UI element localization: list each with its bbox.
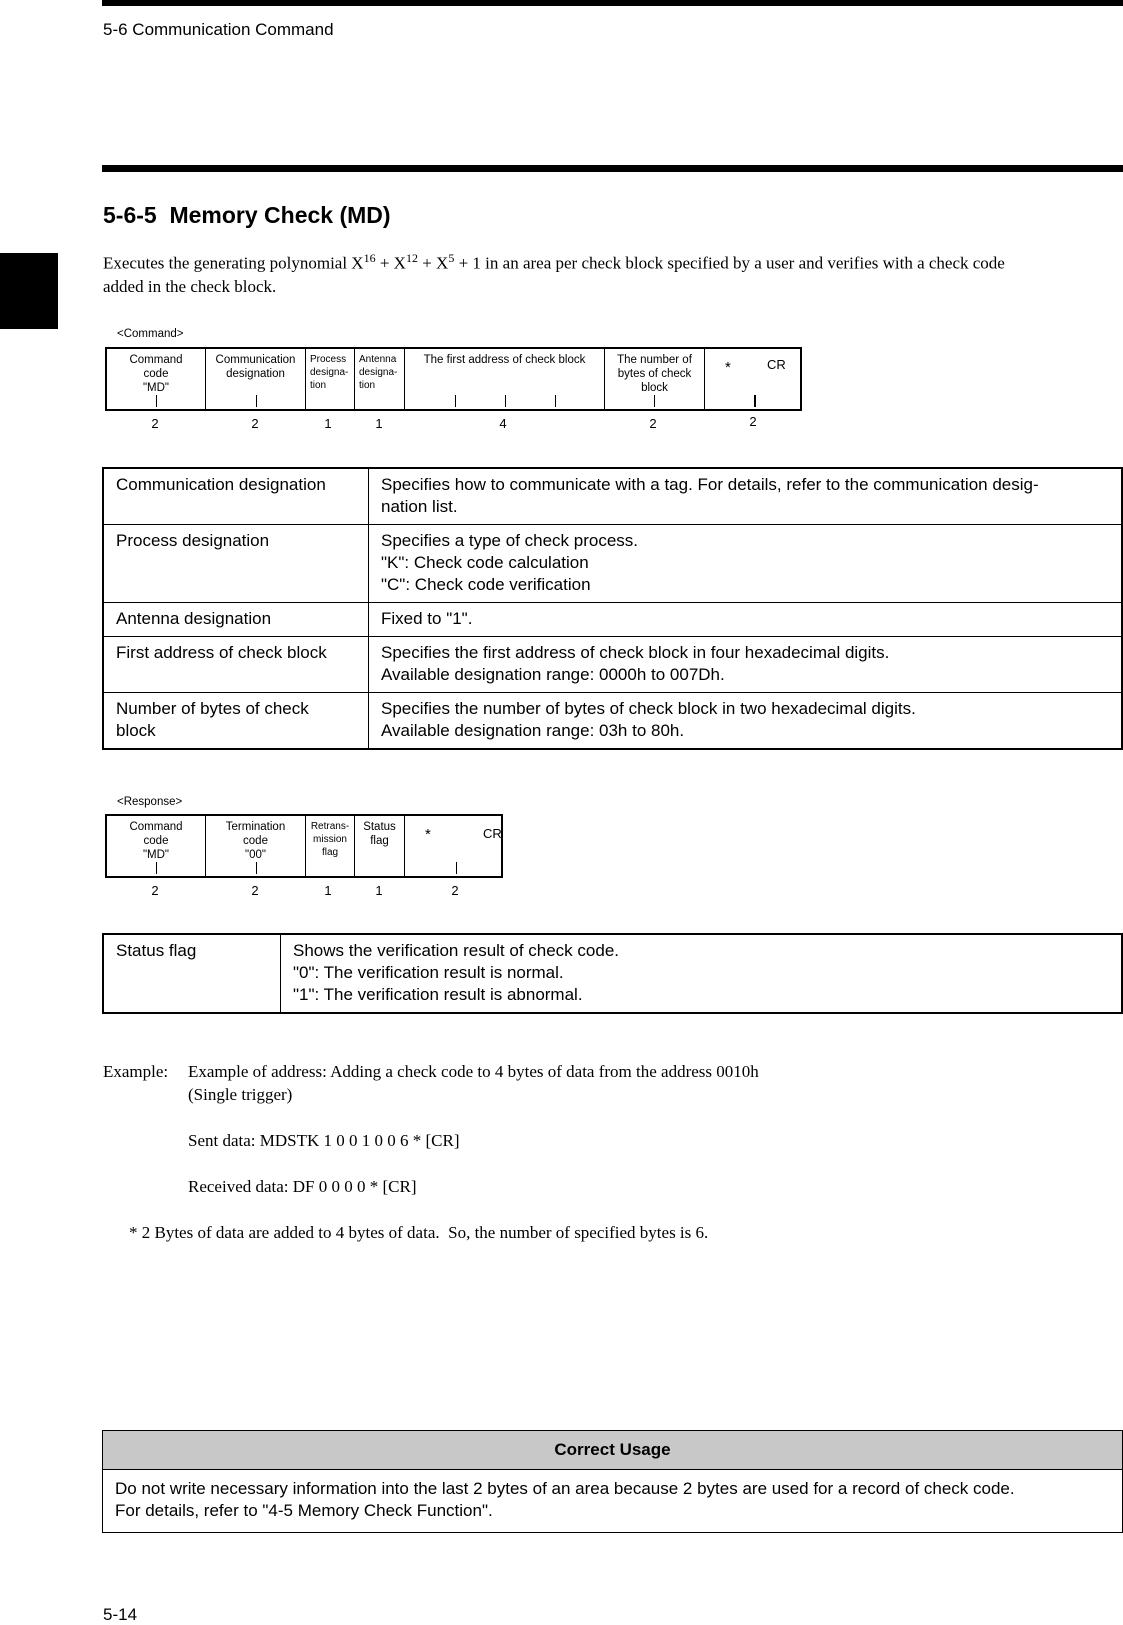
resp-field-terminator xyxy=(405,816,501,876)
cmd-count: 1 xyxy=(375,416,383,431)
resp-count: 2 xyxy=(251,883,259,898)
section-title: 5-6-5 Memory Check (MD) xyxy=(103,202,391,228)
table-row xyxy=(103,468,1122,525)
cmd-tick xyxy=(555,395,556,407)
term-cell: Status flag xyxy=(103,934,281,1013)
intro-plus1: + X xyxy=(375,253,406,273)
cmd-field-process: Process designa- tion xyxy=(306,349,355,409)
example-note: * 2 Bytes of data are added to 4 bytes of data. So, the number of specified bytes is 6. xyxy=(129,1223,709,1242)
example-sent-data: Sent data: MDSTK 1 0 0 1 0 0 6 * [CR] xyxy=(188,1131,460,1150)
cmd-tick xyxy=(754,395,756,407)
response-frame-diagram xyxy=(105,814,503,878)
cmd-count: 4 xyxy=(499,416,507,431)
resp-tick xyxy=(456,862,457,874)
cmd-count: 2 xyxy=(749,414,757,429)
example-line2: (Single trigger) xyxy=(188,1085,293,1104)
intro-paragraph xyxy=(103,247,1103,298)
resp-star-symbol: * xyxy=(425,826,431,843)
intro-prefix: Executes the generating polynomial X xyxy=(103,253,364,273)
section-rule xyxy=(102,165,1123,172)
correct-usage-line1: Do not write necessary information into the last 2 bytes of an area because 2 bytes are used for a record of check code. xyxy=(115,1479,1015,1498)
cmd-star-symbol: * xyxy=(725,359,731,376)
table-row xyxy=(103,603,1122,637)
table-row xyxy=(103,525,1122,603)
intro-plus2: + X xyxy=(417,253,449,273)
cmd-field-byte-count: The number of bytes of check block xyxy=(605,349,705,409)
correct-usage-title: Correct Usage xyxy=(103,1431,1122,1470)
resp-tick xyxy=(256,862,257,874)
desc-cell: Shows the verification result of check code. "0": The verification result is normal. "1": The verification result is abnormal. xyxy=(281,934,1123,1013)
term-cell: Number of bytes of check block xyxy=(103,693,369,750)
correct-usage-box xyxy=(102,1430,1123,1533)
cmd-count: 2 xyxy=(251,416,259,431)
example-line1: Example of address: Adding a check code to 4 bytes of data from the address 0010h xyxy=(188,1062,759,1081)
resp-count: 2 xyxy=(151,883,159,898)
cmd-field-antenna: Antenna designa- tion xyxy=(355,349,405,409)
resp-count: 1 xyxy=(324,883,332,898)
command-frame-diagram xyxy=(105,347,802,411)
cmd-tick xyxy=(505,395,506,407)
resp-field-command-code: Command code "MD" xyxy=(107,816,206,876)
cmd-count: 1 xyxy=(324,416,332,431)
response-diagram-label: <Response> xyxy=(117,796,183,808)
cmd-count: 2 xyxy=(649,416,657,431)
desc-cell: Specifies the first address of check block in four hexadecimal digits. Available designation range: 0000h to 007Dh. xyxy=(369,637,1123,693)
term-cell: Antenna designation xyxy=(103,603,369,637)
resp-field-termination: Termination code "00" xyxy=(206,816,306,876)
intro-exp2: 12 xyxy=(405,251,418,265)
top-rule xyxy=(102,0,1123,6)
page-number: 5-14 xyxy=(103,1605,138,1624)
response-definition-table xyxy=(102,933,1123,1014)
intro-exp1: 16 xyxy=(363,251,376,265)
command-definition-table xyxy=(102,467,1123,750)
intro-exp3: 5 xyxy=(448,251,455,265)
correct-usage-body xyxy=(103,1470,1122,1530)
table-row xyxy=(103,637,1122,693)
example-label: Example: xyxy=(103,1062,169,1081)
running-header: 5-6 Communication Command xyxy=(103,20,334,39)
command-diagram-label: <Command> xyxy=(117,328,184,340)
resp-field-status: Status flag xyxy=(355,816,405,876)
cmd-field-communication: Communication designation xyxy=(206,349,306,409)
desc-cell: Fixed to "1". xyxy=(369,603,1123,637)
cmd-tick xyxy=(654,395,655,407)
cmd-count: 2 xyxy=(151,416,159,431)
example-received-data: Received data: DF 0 0 0 0 * [CR] xyxy=(188,1177,417,1196)
intro-suffix: + 1 in an area per check block specified by a user and verifies with a check code xyxy=(454,253,1005,273)
cmd-tick xyxy=(256,395,257,407)
resp-tick xyxy=(156,862,157,874)
term-cell: Process designation xyxy=(103,525,369,603)
resp-field-retransmission: Retrans- mission flag xyxy=(306,816,355,876)
table-row xyxy=(103,693,1122,750)
desc-cell: Specifies how to communicate with a tag. For details, refer to the communication desig- nation list. xyxy=(369,468,1123,525)
cmd-cr-symbol: CR xyxy=(767,357,786,372)
correct-usage-line2: For details, refer to "4-5 Memory Check Function". xyxy=(115,1501,493,1520)
resp-cr-symbol: CR xyxy=(483,826,502,841)
table-row xyxy=(103,934,1122,1013)
cmd-tick xyxy=(156,395,157,407)
term-cell: First address of check block xyxy=(103,637,369,693)
cmd-field-command-code: Command code "MD" xyxy=(107,349,206,409)
cmd-field-first-address: The first address of check block xyxy=(405,349,605,409)
desc-cell: Specifies the number of bytes of check block in two hexadecimal digits. Available designation range: 03h to 80h. xyxy=(369,693,1123,750)
term-cell: Communication designation xyxy=(103,468,369,525)
desc-cell: Specifies a type of check process. "K": Check code calculation "C": Check code verification xyxy=(369,525,1123,603)
cmd-tick xyxy=(455,395,456,407)
chapter-tab xyxy=(0,253,58,329)
resp-count: 1 xyxy=(375,883,383,898)
intro-line2: added in the check block. xyxy=(103,276,277,296)
resp-count: 2 xyxy=(451,883,459,898)
